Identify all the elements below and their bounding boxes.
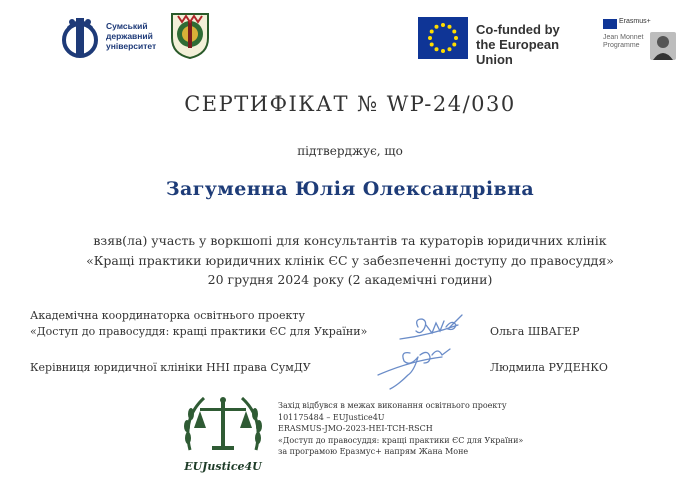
erasmus-jean-monnet-logo	[600, 18, 680, 62]
coordinator-role-line2: «Доступ до правосуддя: кращі практики ЄС для України»	[30, 325, 368, 338]
body-line-1: взяв(ла) участь у воркшопі для консультантів та кураторів юридичних клінік	[93, 233, 607, 248]
emblem-brand-text: EUJustice4U	[184, 460, 262, 473]
eu-text-line2: the European Union	[476, 37, 560, 67]
jean-monnet-portrait-icon	[650, 32, 676, 60]
handwritten-signatures	[370, 305, 480, 395]
recipient-name: Загуменна Юлія Олександрівна	[165, 178, 535, 200]
sumdu-name-line2: державний	[106, 31, 153, 41]
footnote-line: ERASMUS-JMO-2023-HEI-TCH-RSCH	[278, 424, 433, 433]
clinic-head-role: Керівниця юридичної клініки ННІ права СумДУ	[30, 361, 311, 374]
confirms-text: підтверджує, що	[297, 144, 403, 158]
body-line-3: 20 грудня 2024 року (2 академічні години)	[207, 272, 493, 287]
footnote-line: Захід відбувся в межах виконання освітнього проекту	[278, 401, 507, 410]
coordinator-role-line1: Академічна координаторка освітнього проекту	[30, 309, 305, 322]
sumdu-logo	[60, 12, 155, 62]
law-faculty-crest-icon	[168, 10, 212, 60]
footnote-line: 101175484 – EUJustice4U	[278, 412, 385, 422]
jean-monnet-line1: Jean Monnet	[603, 34, 644, 41]
body-line-2: «Кращі практики юридичних клінік ЄС у забезпеченні доступу до правосуддя»	[86, 253, 614, 268]
footnote-line: «Доступ до правосуддя: кращі практики ЄС для України»	[278, 435, 524, 445]
signature-icon	[370, 305, 480, 395]
eu-text-line1: Co-funded by	[476, 22, 560, 37]
certificate-title: СЕРТИФІКАТ № WP-24/030	[184, 92, 516, 116]
sumdu-name-line1: Сумський	[106, 21, 148, 31]
sumdu-name-line3: університет	[106, 41, 157, 51]
jean-monnet-line2: Programme	[603, 42, 640, 49]
eu-cofunded-logo	[418, 17, 588, 67]
eujustice4u-emblem	[178, 388, 268, 478]
scales-of-justice-icon	[178, 388, 268, 460]
footnote-line: за програмою Еразмус+ напрям Жана Моне	[278, 447, 469, 456]
project-footnote	[278, 400, 523, 458]
erasmus-label: Erasmus+	[619, 18, 651, 25]
sumdu-logo-icon	[60, 12, 106, 62]
eu-flag-icon	[418, 17, 468, 59]
coordinator-name: Ольга ШВАГЕР	[490, 325, 580, 338]
clinic-head-name: Людмила РУДЕНКО	[490, 361, 608, 374]
erasmus-flag-icon	[603, 19, 617, 29]
law-faculty-logo	[168, 10, 212, 60]
